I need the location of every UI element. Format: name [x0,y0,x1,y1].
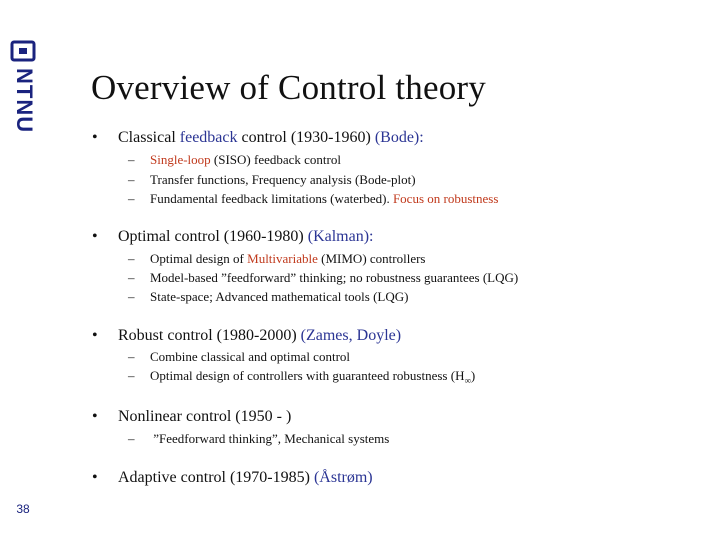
bullet-nonlinear [92,408,291,426]
sub-item [128,270,518,286]
bullet-icon: • [92,129,98,146]
bullet-text: Adaptive control (1970-1985) [118,469,314,486]
page-title: Overview of Control theory [91,68,486,107]
dash-icon: – [128,251,135,266]
sub-item [128,368,475,386]
bullet-text: Robust control (1980-2000) [118,327,301,344]
sidebar [0,0,45,540]
bullet-icon: • [92,408,98,425]
sub-item [128,172,416,188]
bullet-icon: • [92,228,98,245]
sub-item-text: Optimal design of controllers with guaranteed robustness (H [150,368,465,383]
bullet-text: Nonlinear control (1950 - ) [118,408,292,425]
sub-item-red-tail: Focus on robustness [392,191,499,206]
slide-number: 38 [16,502,30,516]
sub-item-end: ) [470,368,476,383]
bullet-icon: • [92,469,98,486]
sub-item-text: (MIMO) controllers [317,251,426,266]
logo-text: NTNU [12,68,38,134]
bullet-robust [92,327,401,345]
sub-item [128,349,350,365]
sub-item-text: State-space; Advanced mathematical tools (LQG) [150,289,409,304]
sub-item-pre: Optimal design of [150,251,248,266]
dash-icon: – [128,431,135,446]
bullet-highlight: (Zames, Doyle) [300,327,402,344]
sub-item [128,289,408,305]
sub-item-text: Combine classical and optimal control [150,349,351,364]
sub-item [128,251,426,267]
dash-icon: – [128,172,135,187]
bullet-text-middle: control (1930-1960) [237,129,375,146]
bullet-adaptive [92,469,373,487]
dash-icon: – [128,368,135,383]
sub-item-text: Fundamental feedback limitations (waterbed). [150,191,393,206]
sub-item-text: Transfer functions, Frequency analysis (Bode-plot) [150,172,416,187]
sub-item [128,431,389,447]
sub-item-text: (SISO) feedback control [210,152,341,167]
bullet-highlight: (Bode): [374,129,424,146]
sub-item-text: ”Feedforward thinking”, Mechanical systems [150,431,390,446]
bullet-classical [92,129,424,147]
sub-item [128,152,341,168]
infinity-subscript: ∞ [464,375,471,386]
dash-icon: – [128,270,135,285]
bullet-icon: • [92,327,98,344]
sub-item-text: Model-based ”feedforward” thinking; no robustness guarantees (LQG) [150,270,519,285]
bullet-highlight: (Kalman): [307,228,374,245]
sub-item [128,191,498,207]
sub-item-red: Multivariable [247,251,318,266]
dash-icon: – [128,289,135,304]
dash-icon: – [128,191,135,206]
bullet-blue-word: feedback [179,129,238,146]
bullet-optimal [92,228,374,246]
bullet-text: Classical [118,129,180,146]
ntnu-logo-icon [8,40,38,170]
bullet-highlight: (Åstrøm) [313,469,373,486]
dash-icon: – [128,349,135,364]
dash-icon: – [128,152,135,167]
sub-item-red: Single-loop [150,152,211,167]
bullet-text: Optimal control (1960-1980) [118,228,308,245]
